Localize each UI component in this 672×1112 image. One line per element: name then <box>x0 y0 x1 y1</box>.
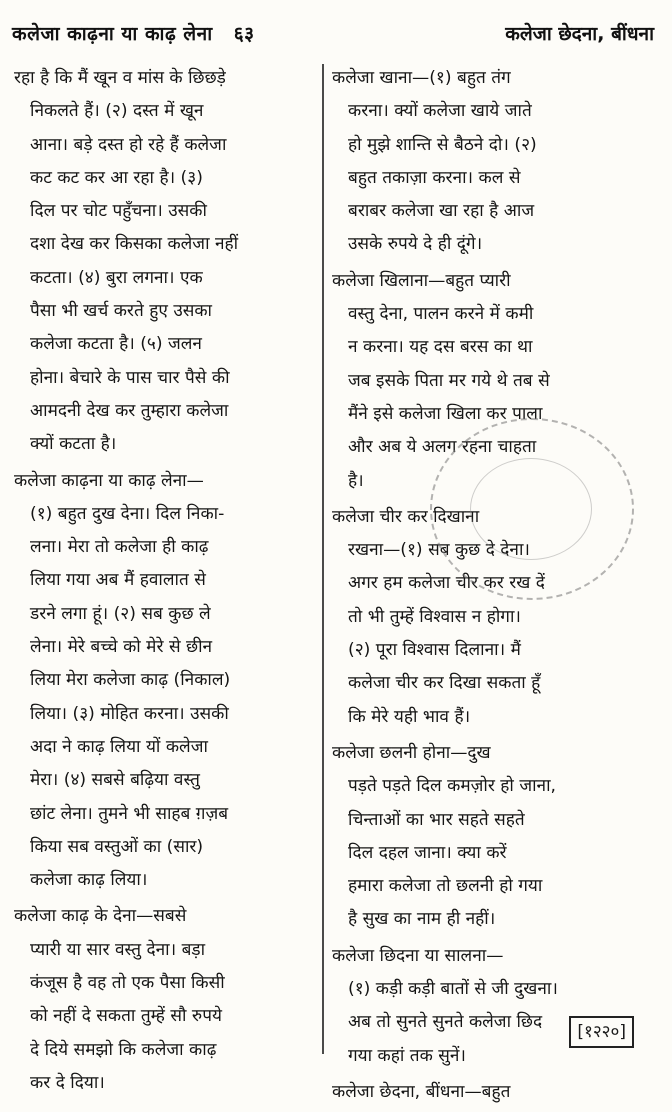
entry-line: जब इसके पिता मर गये थे तब से <box>348 370 550 391</box>
entry-line: लिया मेरा कलेजा काढ़ (निकाल) <box>30 670 231 691</box>
entry-line: मैंने इसे कलेजा खिला कर पाला <box>348 403 543 424</box>
entry-line: करना। क्यों कलेजा खाये जाते <box>348 101 532 122</box>
entry-headline: कलेजा काढ़ के देना—सबसे <box>14 906 187 927</box>
entry-line: चिन्ताओं का भार सहते सहते <box>348 809 525 830</box>
entry-line: क्यों कटता है। <box>30 434 117 455</box>
entry-line: कलेजा कटता है। (५) जलन <box>30 334 202 355</box>
dictionary-entry <box>14 465 316 898</box>
entry-line: कलेजा चीर कर दिखा सकता हूँ <box>348 673 541 694</box>
entry-line: वस्तु देना, पालन करने में कमी <box>348 304 534 325</box>
entry-line: (१) कड़ी कड़ी बातों से जी दुखना। <box>348 979 558 1000</box>
entry-line: को नहीं दे सकता तुम्हें सौ रुपये <box>30 1006 222 1027</box>
library-stamp-inner-ring <box>470 458 592 560</box>
entry-headline: कलेजा खिलाना—बहुत प्यारी <box>332 270 511 291</box>
page-number: ६३ <box>233 23 255 45</box>
entry-line: रखना—(१) सब कुछ दे देना। <box>348 540 530 561</box>
entry-line: अब तो सुनते सुनते कलेजा छिद <box>348 1012 543 1033</box>
entry-line: दे दिये समझो कि कलेजा काढ़ <box>30 1039 217 1060</box>
entry-line: निकलते हैं। (२) दस्त में खून <box>30 101 204 122</box>
entry-line: आमदनी देख कर तुम्हारा कलेजा <box>30 400 229 421</box>
entry-headline: कलेजा चीर कर दिखाना <box>332 506 480 527</box>
entry-headline: रहा है कि मैं खून व मांस के छिछड़े <box>14 68 226 88</box>
entry-line: दिल पर चोट पहुँचना। उसकी <box>30 201 207 222</box>
entry-line: कंजूस है वह तो एक पैसा किसी <box>30 973 225 994</box>
entry-headline: कलेजा काढ़ना या काढ़ लेना— <box>14 470 204 491</box>
entry-headline: कलेजा खाना—(१) बहुत तंग <box>332 68 511 88</box>
entry-line: है सुख का नाम ही नहीं। <box>348 909 496 930</box>
header-left <box>12 20 255 46</box>
entry-line: बराबर कलेजा खा रहा है आज <box>348 201 535 222</box>
dictionary-entry <box>332 737 652 937</box>
entry-line: आना। बड़े दस्त हो रहे हैं कलेजा <box>30 134 227 155</box>
entry-line: है। <box>348 470 364 491</box>
entry-line: दशा देख कर किसका कलेजा नहीं <box>30 234 239 255</box>
entry-line: पैसा भी खर्च करते हुए उसका <box>30 301 213 322</box>
entry-line: गया कहां तक सुनें। <box>348 1045 466 1066</box>
entry-line: होना। बेचारे के पास चार पैसे की <box>30 367 230 388</box>
entry-line: हमारा कलेजा तो छलनी हो गया <box>348 876 543 897</box>
entry-line: प्यारी या सार वस्तु देना। बड़ा <box>30 939 206 960</box>
header-right-title: कलेजा छेदना, बींधना <box>505 23 654 45</box>
entry-line: लिया गया अब मैं हवालात से <box>30 570 206 591</box>
entry-line: लना। मेरा तो कलेजा ही काढ़ <box>30 537 209 558</box>
entry-line: डरने लगा हूं। (२) सब कुछ ले <box>30 603 211 624</box>
entry-headline: कलेजा छलनी होना—दुख <box>332 742 491 763</box>
entry-line: न करना। यह दस बरस का था <box>348 337 533 358</box>
header-left-title: कलेजा काढ़ना या काढ़ लेना <box>12 23 213 45</box>
entry-line: किया सब वस्तुओं का (सार) <box>30 836 204 857</box>
entry-line: कि मेरे यही भाव हैं। <box>348 706 471 727</box>
entry-line: तो भी तुम्हें विश्वास न होगा। <box>348 606 521 627</box>
entry-line: लिया। (३) मोहित करना। उसकी <box>30 703 229 724</box>
entry-line: हो मुझे शान्ति से बैठने दो। (२) <box>348 134 537 155</box>
entry-line: और अब ये अलग रहना चाहता <box>348 437 537 458</box>
entry-line: मेरा। (४) सबसे बढ़िया वस्तु <box>30 770 200 791</box>
dictionary-entry <box>332 940 652 1073</box>
column-divider <box>322 64 324 1054</box>
entry-line: कट कट कर आ रहा है। (३) <box>30 167 203 188</box>
footer-number: [१२२०] <box>569 1016 634 1048</box>
dictionary-entry <box>332 1076 652 1109</box>
dictionary-entry <box>332 62 652 262</box>
entry-headline: कलेजा छेदना, बींधना—बहुत <box>332 1081 511 1102</box>
entry-line: (२) पूरा विश्वास दिलाना। मैं <box>348 640 521 661</box>
entry-line: लेना। मेरे बच्चे को मेरे से छीन <box>30 637 213 658</box>
entry-headline: कलेजा छिदना या सालना— <box>332 945 504 966</box>
entry-line: बहुत तकाज़ा करना। कल से <box>348 167 521 188</box>
entry-line: (१) बहुत दुख देना। दिल निका- <box>30 503 225 524</box>
entry-line: अगर हम कलेजा चीर कर रख दें <box>348 573 545 594</box>
entry-line: अदा ने काढ़ लिया यों कलेजा <box>30 736 208 757</box>
entry-line: कलेजा काढ़ लिया। <box>30 870 148 891</box>
entry-line: कटता। (४) बुरा लगना। एक <box>30 267 203 288</box>
entry-line: कर दे दिया। <box>30 1072 105 1093</box>
entry-line: दिल दहल जाना। क्या करें <box>348 842 507 863</box>
entry-line: पड़ते पड़ते दिल कमज़ोर हो जाना, <box>348 776 557 797</box>
page-header <box>12 14 654 52</box>
entry-line: उसके रुपये दे ही दूंगे। <box>348 234 483 255</box>
left-column <box>14 62 316 1103</box>
dictionary-entry <box>14 62 316 462</box>
entry-line: छांट लेना। तुमने भी साहब ग़ज़ब <box>30 803 229 824</box>
dictionary-entry <box>14 900 316 1100</box>
